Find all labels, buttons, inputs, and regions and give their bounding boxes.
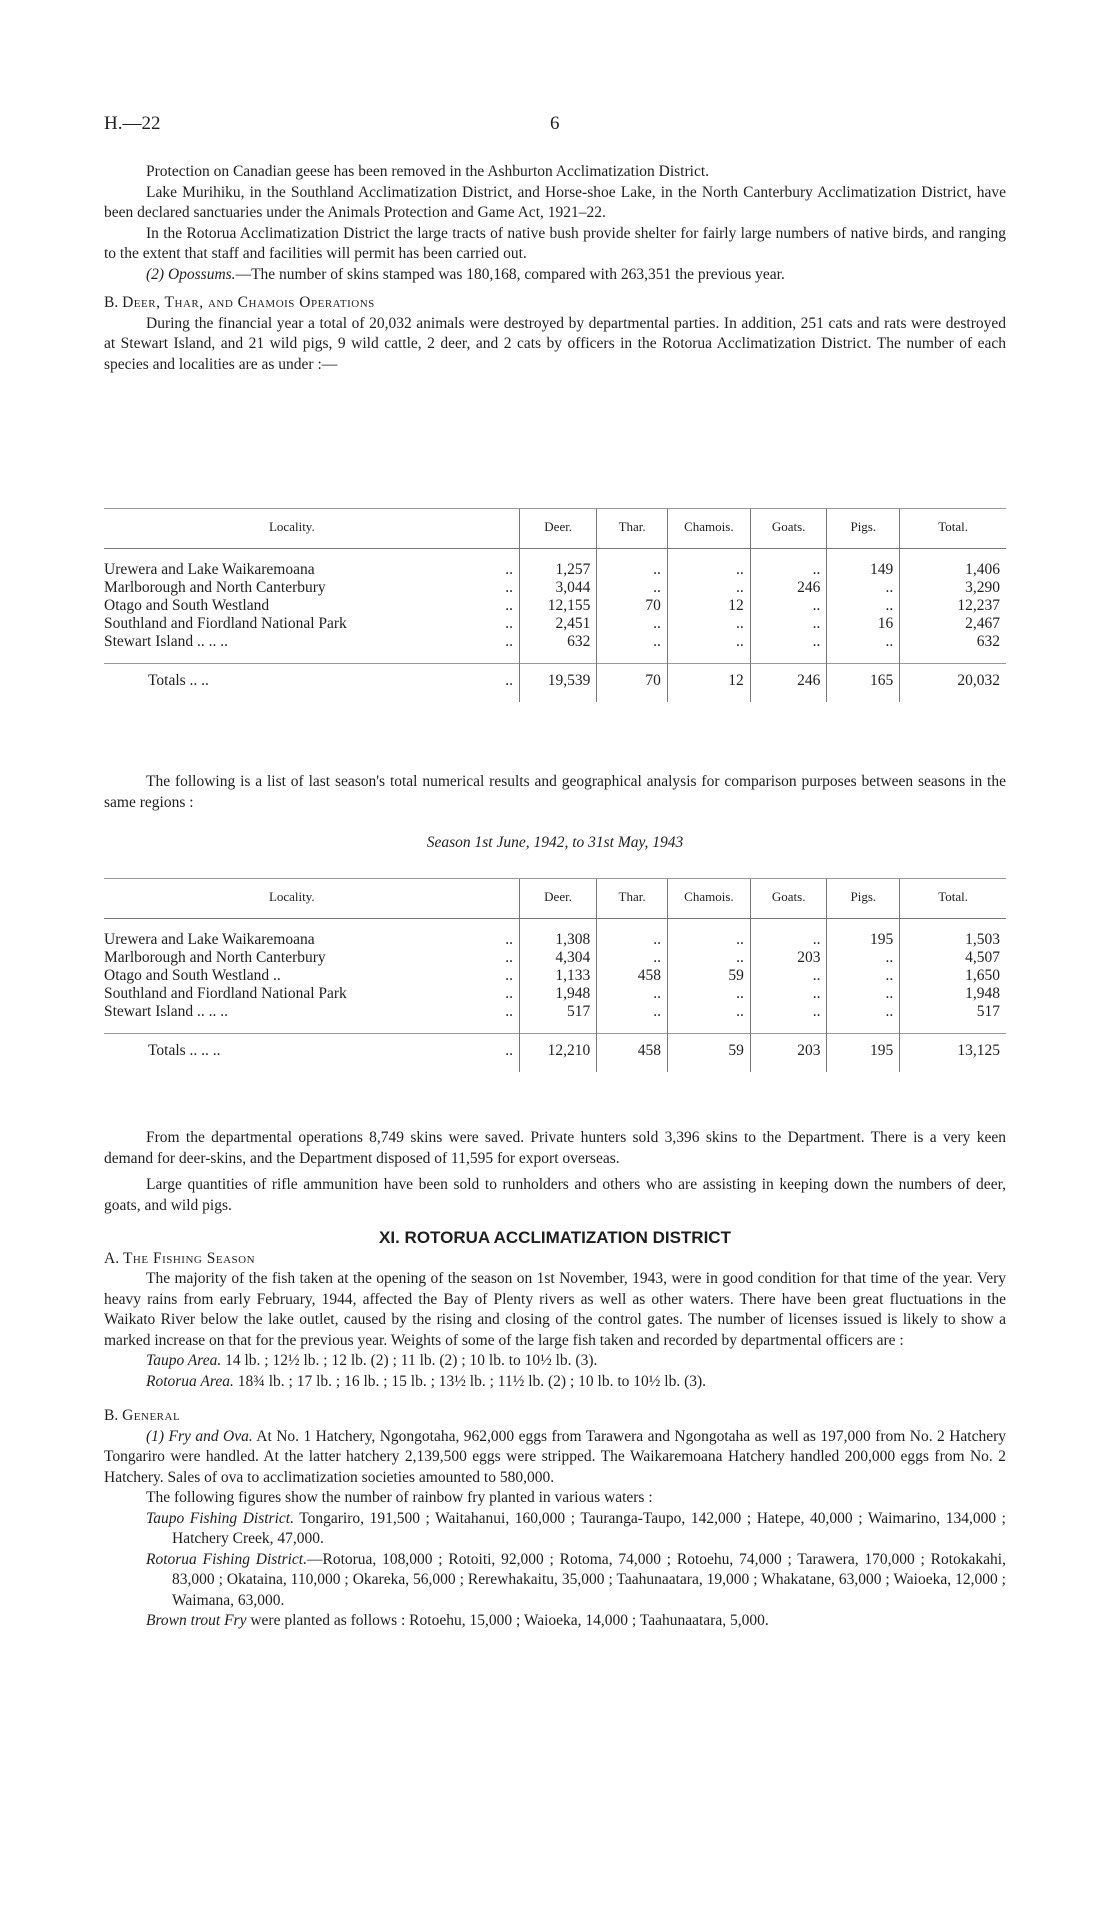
table-header-row (104, 879, 1006, 919)
cell-total: 1,948 (900, 985, 1006, 1003)
header-chamois: Chamois. (667, 509, 750, 549)
header-goats: Goats. (750, 879, 827, 919)
cell-thar: .. (597, 985, 668, 1003)
comparison-section (104, 772, 1006, 854)
cell-deer: 12,210 (519, 1033, 596, 1072)
cell-total: 3,290 (900, 579, 1006, 597)
cell-deer: 19,539 (520, 663, 597, 702)
table-row (104, 597, 1006, 615)
cell-dots: .. (505, 1002, 513, 1020)
cell-chamois: .. (667, 985, 750, 1003)
cell-pigs: .. (827, 985, 900, 1003)
cell-goats: 203 (750, 1033, 827, 1072)
header-spacer (480, 879, 520, 919)
paragraph-rotorua-bush: In the Rotorua Acclimatization District the large tracts of native bush provide shelter for fairly large numbers of native birds, and ranging to the extent that staff and facilities will permit has been carried out. (104, 224, 1006, 262)
cell-thar: .. (597, 1003, 668, 1021)
cell-deer: 3,044 (520, 579, 597, 597)
cell-deer: 1,948 (519, 985, 596, 1003)
header-goats: Goats. (750, 509, 827, 549)
cell-goats: .. (750, 597, 827, 615)
cell-chamois: 12 (667, 663, 750, 702)
taupo-area-label: Taupo Area. (146, 1352, 222, 1369)
cell-pigs: 195 (827, 1033, 900, 1072)
table-previous-season (104, 878, 1006, 1072)
cell-pigs: 195 (827, 931, 900, 949)
cell-totals-label: Totals .. .. (104, 663, 480, 702)
cell-deer: 632 (520, 633, 597, 651)
header-total: Total. (900, 509, 1006, 549)
cell-goats: .. (750, 633, 827, 651)
header-pigs: Pigs. (827, 509, 900, 549)
section-letter: B. (104, 294, 119, 311)
cell-locality: Southland and Fiordland National Park (104, 614, 347, 632)
cell-locality: Marlborough and North Canterbury (104, 948, 326, 966)
cell-thar: .. (597, 931, 668, 949)
paragraph-comparison: The following is a list of last season's total numerical results and geographical analysis for comparison purposes between seasons in the same regions : (104, 773, 1006, 811)
cell-locality: Urewera and Lake Waikaremoana (104, 930, 315, 948)
fry-ova-text: At No. 1 Hatchery, Ngongotaha, 962,000 eggs from Tarawera and Ngongotaha as well as 197,000 from No. 2 Hatchery Tongariro were handled. At the latter hatchery 2,139,500 eggs were stripped. The Waikaremoana Hatchery handled 200,000 eggs from No. 2 Hatchery. Sales of ova to acclimatization societies amounted to 580,000. (104, 1427, 1006, 1486)
table-row (104, 633, 1006, 651)
cell-pigs: .. (827, 597, 900, 615)
cell-thar: 458 (597, 967, 668, 985)
section-title: Deer, Thar, and Chamois Operations (122, 294, 375, 311)
cell-pigs: .. (827, 633, 900, 651)
cell-pigs: .. (827, 1003, 900, 1021)
cell-deer: 2,451 (520, 615, 597, 633)
cell-total: 1,650 (900, 967, 1006, 985)
opossums-label: (2) Opossums. (146, 265, 236, 283)
cell-deer: 1,308 (519, 931, 596, 949)
section-heading-rotorua: XI. ROTORUA ACCLIMATIZATION DISTRICT (379, 1228, 731, 1247)
cell-total: 1,406 (900, 561, 1006, 579)
cell-goats: .. (750, 967, 827, 985)
rotorua-district-text: —Rotorua, 108,000 ; Rotoiti, 92,000 ; Rotoma, 74,000 ; Rotoehu, 74,000 ; Tarawera, 170,000 ; Rotokakahi, 83,000 ; Okataina, 110,000 ; Okareka, 56,000 ; Rerewhakaitu, 35,000 ; Taahunaatara, 19,000 ; Whakatane, 63,000 ; Waioeka, 12,000 ; Waimana, 63,000. (172, 1550, 1006, 1609)
rotorua-area-label: Rotorua Area. (146, 1372, 234, 1390)
cell-total: 20,032 (900, 663, 1006, 702)
cell-goats: .. (750, 561, 827, 579)
table-row (104, 579, 1006, 597)
header-chamois: Chamois. (667, 879, 750, 919)
opossums-text: —The number of skins stamped was 180,168, compared with 263,351 the previous year. (235, 265, 785, 283)
intro-section (104, 162, 1006, 375)
cell-dots: .. (505, 966, 513, 984)
paragraph-ammunition: Large quantities of rifle ammunition have been sold to runholders and others who are assisting in keeping down the numbers of deer, goats, and wild pigs. (104, 1176, 1006, 1214)
cell-chamois: .. (667, 931, 750, 949)
paragraph-sanctuaries: Lake Murihiku, in the Southland Acclimatization District, and Horse-shoe Lake, in the North Canterbury Acclimatization District, have been declared sanctuaries under the Animals Protection and Game Act, 1921–22. (104, 183, 1006, 221)
cell-dots: .. (505, 632, 514, 650)
brown-trout-label: Brown trout Fry (146, 1612, 247, 1629)
cell-dots: .. (480, 663, 520, 702)
section-heading-general (104, 1406, 1006, 1427)
brown-trout-text: were planted as follows : Rotoehu, 15,000 ; Waioeka, 14,000 ; Taahunaatara, 5,000. (250, 1612, 769, 1629)
cell-chamois: .. (667, 561, 750, 579)
header-pigs: Pigs. (827, 879, 900, 919)
table-row (104, 931, 1006, 949)
paragraph-fry-and-ova (104, 1427, 1006, 1489)
cell-pigs: 165 (827, 663, 900, 702)
header-locality: Locality. (104, 509, 480, 549)
header-deer: Deer. (519, 879, 596, 919)
cell-chamois: .. (667, 615, 750, 633)
cell-locality: Stewart Island .. .. .. (104, 632, 228, 650)
cell-total: 13,125 (900, 1033, 1006, 1072)
paragraph-skins-saved: From the departmental operations 8,749 skins were saved. Private hunters sold 3,396 skins to the Department. There is a very keen demand for deer-skins, and the Department disposed of 11,595 for export overseas. (104, 1129, 1006, 1167)
cell-chamois: .. (667, 1003, 750, 1021)
cell-thar: 70 (597, 663, 668, 702)
page-number: 6 (550, 113, 560, 134)
cell-dots: .. (505, 614, 514, 632)
cell-chamois: 12 (667, 597, 750, 615)
season-title: Season 1st June, 1942, to 31st May, 1943 (426, 834, 684, 851)
fry-brown-trout (104, 1611, 1006, 1632)
cell-chamois: .. (667, 633, 750, 651)
header-spacer (480, 509, 520, 549)
cell-total: 632 (900, 633, 1006, 651)
header-locality: Locality. (104, 879, 480, 919)
cell-goats: 246 (750, 579, 827, 597)
cell-chamois: .. (667, 949, 750, 967)
cell-locality: Marlborough and North Canterbury (104, 578, 326, 596)
table-totals-row (104, 1033, 1006, 1072)
cell-chamois: 59 (667, 967, 750, 985)
cell-deer: 1,133 (519, 967, 596, 985)
cell-thar: .. (597, 633, 668, 651)
cell-deer: 1,257 (520, 561, 597, 579)
cell-total: 1,503 (900, 931, 1006, 949)
cell-dots: .. (505, 984, 513, 1002)
header-deer: Deer. (520, 509, 597, 549)
table-row (104, 985, 1006, 1003)
taupo-area-weights: 14 lb. ; 12½ lb. ; 12 lb. (2) ; 11 lb. (2) ; 10 lb. to 10½ lb. (3). (225, 1352, 598, 1369)
taupo-district-text: Tongariro, 191,500 ; Waitahanui, 160,000 ; Tauranga-Taupo, 142,000 ; Hatepe, 40,000 ; Waimarino, 134,000 ; Hatchery Creek, 47,000. (172, 1509, 1006, 1547)
cell-goats: 246 (750, 663, 827, 702)
table-row (104, 967, 1006, 985)
cell-pigs: 149 (827, 561, 900, 579)
rotorua-area-weights: 18¾ lb. ; 17 lb. ; 16 lb. ; 15 lb. ; 13½ lb. ; 11½ lb. (2) ; 10 lb. to 10½ lb. (3). (237, 1372, 707, 1390)
cell-thar: .. (597, 615, 668, 633)
table-deer-destroyed (104, 508, 1006, 702)
cell-thar: .. (597, 579, 668, 597)
cell-goats: .. (750, 1003, 827, 1021)
header-total: Total. (900, 879, 1006, 919)
table-row (104, 1003, 1006, 1021)
cell-dots: .. (505, 560, 514, 578)
cell-dots: .. (505, 578, 514, 596)
cell-goats: .. (750, 615, 827, 633)
cell-dots: .. (505, 596, 514, 614)
table-row (104, 561, 1006, 579)
cell-total: 4,507 (900, 949, 1006, 967)
fry-rotorua-district (104, 1550, 1006, 1612)
cell-thar: .. (597, 949, 668, 967)
cell-goats: .. (750, 985, 827, 1003)
paragraph-financial-year: During the financial year a total of 20,032 animals were destroyed by departmental parties. In addition, 251 cats and rats were destroyed at Stewart Island, and 21 wild pigs, 9 wild cattle, 2 deer, and 2 cats by officers in the Rotorua Acclimatization District. The number of each species and localities are as under :— (104, 314, 1006, 373)
cell-dots: .. (480, 1033, 520, 1072)
fish-weights-rotorua (104, 1372, 1006, 1393)
section-title: The Fishing Season (122, 1249, 256, 1267)
cell-locality: Otago and South Westland .. (104, 966, 281, 984)
section-title: General (122, 1407, 181, 1424)
rotorua-district-label: Rotorua Fishing District. (146, 1550, 307, 1568)
paragraph-opossums (104, 265, 1006, 286)
paragraph-rainbow-fry: The following figures show the number of rainbow fry planted in various waters : (146, 1489, 653, 1506)
cell-total: 2,467 (900, 615, 1006, 633)
paragraph-fishing-majority: The majority of the fish taken at the opening of the season on 1st November, 1943, were in good condition for that time of the year. Very heavy rains from early February, 1944, affected the Bay of Plenty rivers as well as other waters. There have been great fluctuations in the Waikato River below the lake outlet, caused by the rising and closing of the control gates. The number of licenses issued is likely to show a marked increase on that for the previous year. Weights of some of the large fish taken and recorded by departmental officers are : (104, 1270, 1006, 1349)
cell-total: 12,237 (900, 597, 1006, 615)
cell-chamois: .. (667, 579, 750, 597)
table-row (104, 949, 1006, 967)
cell-totals-label: Totals .. .. .. (104, 1033, 480, 1072)
cell-goats: .. (750, 931, 827, 949)
section-letter: B. (104, 1407, 119, 1424)
cell-deer: 517 (519, 1003, 596, 1021)
data-table (104, 508, 1006, 702)
cell-dots: .. (505, 948, 513, 966)
cell-deer: 4,304 (519, 949, 596, 967)
table-totals-row (104, 663, 1006, 702)
section-heading-fishing-season (104, 1249, 1006, 1270)
section-heading-deer-operations (104, 293, 1006, 314)
rotorua-section (104, 1128, 1006, 1632)
fry-taupo-district (104, 1509, 1006, 1550)
cell-chamois: 59 (667, 1033, 750, 1072)
cell-thar: .. (597, 561, 668, 579)
cell-deer: 12,155 (520, 597, 597, 615)
cell-thar: 70 (597, 597, 668, 615)
cell-pigs: 16 (827, 615, 900, 633)
header-thar: Thar. (597, 879, 668, 919)
taupo-district-label: Taupo Fishing District. (146, 1509, 294, 1527)
section-letter: A. (104, 1249, 120, 1267)
paragraph-canadian-geese: Protection on Canadian geese has been removed in the Ashburton Acclimatization District. (146, 163, 710, 180)
table-header-row (104, 509, 1006, 549)
header-thar: Thar. (597, 509, 668, 549)
data-table (104, 878, 1006, 1072)
cell-locality: Southland and Fiordland National Park (104, 984, 347, 1002)
cell-pigs: .. (827, 949, 900, 967)
cell-pigs: .. (827, 579, 900, 597)
cell-total: 517 (900, 1003, 1006, 1021)
cell-locality: Urewera and Lake Waikaremoana (104, 560, 315, 578)
cell-thar: 458 (597, 1033, 668, 1072)
fry-ova-label: (1) Fry and Ova. (146, 1427, 253, 1445)
cell-pigs: .. (827, 967, 900, 985)
fish-weights-taupo (104, 1351, 1006, 1372)
cell-dots: .. (505, 930, 513, 948)
cell-goats: 203 (750, 949, 827, 967)
document-reference: H.—22 (104, 113, 161, 134)
cell-locality: Otago and South Westland (104, 596, 270, 614)
cell-locality: Stewart Island .. .. .. (104, 1002, 228, 1020)
table-row (104, 615, 1006, 633)
